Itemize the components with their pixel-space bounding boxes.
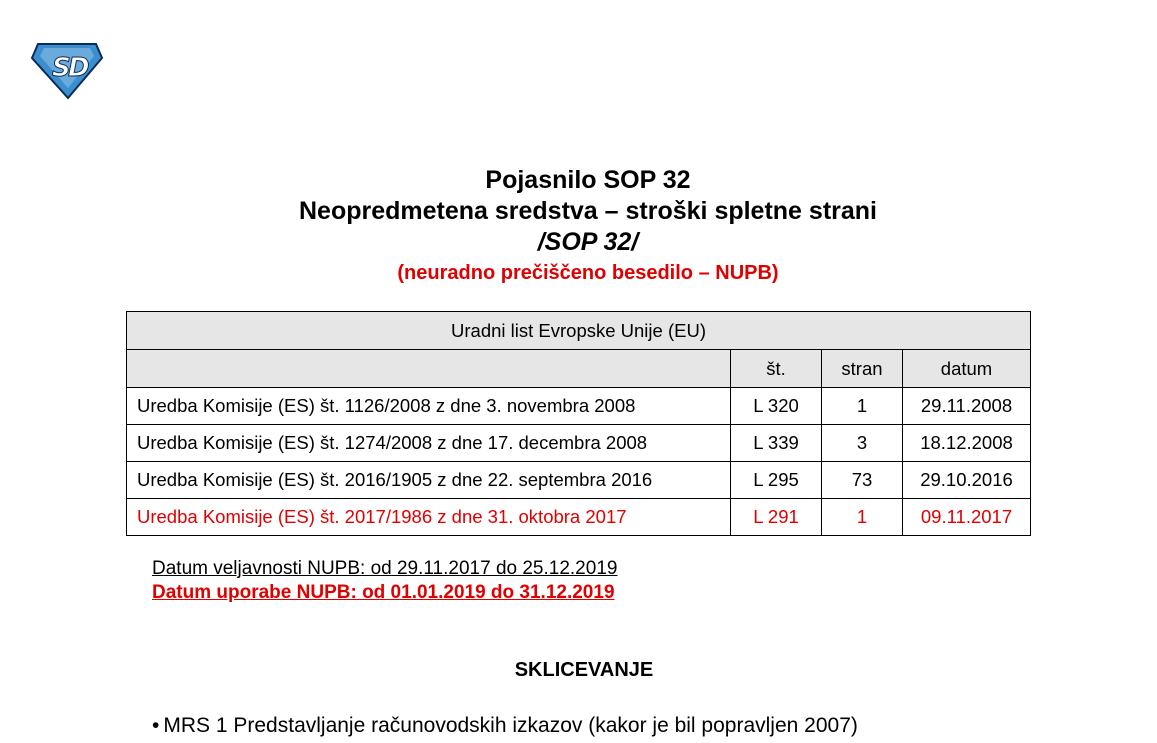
usage-date: Datum uporabe NUPB: od 01.01.2019 do 31.12.2019	[152, 582, 615, 603]
regulation-cell: Uredba Komisije (ES) št. 1274/2008 z dne 17. decembra 2008	[127, 425, 731, 462]
date-cell: 09.11.2017	[903, 499, 1031, 536]
page-cell: 73	[822, 462, 903, 499]
number-cell: L 320	[731, 388, 822, 425]
svg-text:S: S	[52, 53, 71, 83]
table-caption: Uradni list Evropske Unije (EU)	[127, 312, 1031, 350]
validity-date: Datum veljavnosti NUPB: od 29.11.2017 do 25.12.2019	[152, 558, 618, 579]
column-header-regulation	[127, 350, 731, 388]
title-line-3: /SOP 32/	[537, 228, 639, 256]
date-cell: 29.11.2008	[903, 388, 1031, 425]
regulation-cell: Uredba Komisije (ES) št. 2017/1986 z dne 31. oktobra 2017	[127, 499, 731, 536]
table-row	[127, 499, 1031, 536]
column-header-number: št.	[731, 350, 822, 388]
list-item: • MRS 1 Predstavljanje računovodskih izkazov (kakor je bil popravljen 2007)	[152, 714, 858, 738]
document-title	[0, 165, 1157, 288]
date-cell: 18.12.2008	[903, 425, 1031, 462]
title-line-2: Neopredmetena sredstva – stroški spletne strani	[298, 197, 877, 225]
number-cell: L 295	[731, 462, 822, 499]
page-cell: 3	[822, 425, 903, 462]
title-line-4: (neuradno prečiščeno besedilo – NUPB)	[397, 262, 779, 284]
column-header-date: datum	[903, 350, 1031, 388]
validity-dates	[152, 557, 617, 605]
reference-list	[152, 714, 858, 738]
table-row	[127, 388, 1031, 425]
page-cell: 1	[822, 388, 903, 425]
section-heading: SKLICEVANJE	[514, 659, 654, 681]
official-journal-table	[126, 311, 1031, 536]
title-line-1: Pojasnilo SOP 32	[485, 166, 691, 194]
svg-text:D: D	[68, 53, 90, 83]
table-row	[127, 462, 1031, 499]
sd-diamond-logo-icon	[30, 40, 104, 100]
date-cell: 29.10.2016	[903, 462, 1031, 499]
table-row	[127, 425, 1031, 462]
regulation-cell: Uredba Komisije (ES) št. 1126/2008 z dne 3. novembra 2008	[127, 388, 731, 425]
column-header-page: stran	[822, 350, 903, 388]
number-cell: L 291	[731, 499, 822, 536]
number-cell: L 339	[731, 425, 822, 462]
page-cell: 1	[822, 499, 903, 536]
regulation-cell: Uredba Komisije (ES) št. 2016/1905 z dne 22. septembra 2016	[127, 462, 731, 499]
